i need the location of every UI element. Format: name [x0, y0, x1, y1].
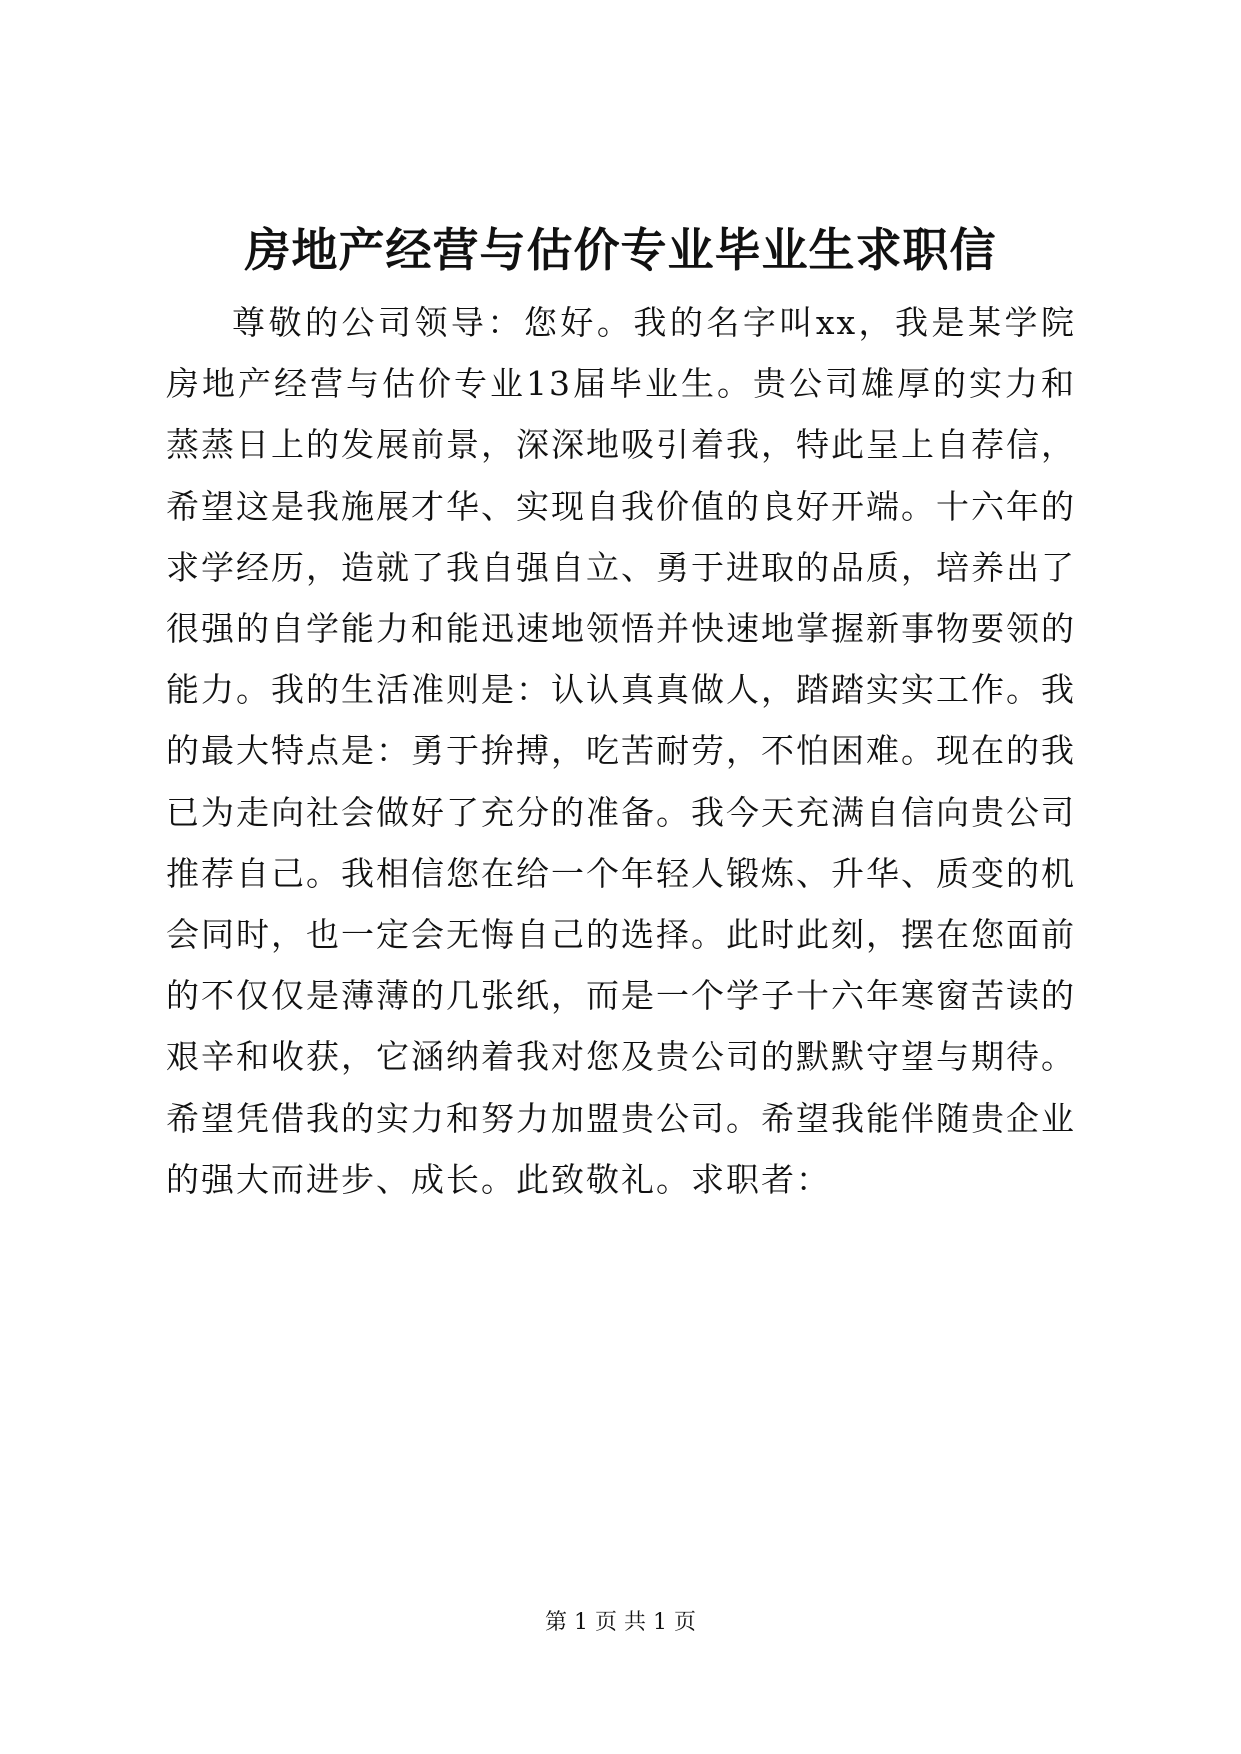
document-title: 房地产经营与估价专业毕业生求职信	[244, 223, 997, 277]
document-body: 尊敬的公司领导：您好。我的名字叫xx，我是某学院房地产经营与估价专业13届毕业生。贵公司雄厚的实力和蒸蒸日上的发展前景，深深地吸引着我，特此呈上自荐信，希望这是我施展才华、实现自我价值的良好开端。十六年的求学经历，造就了我自强自立、勇于进取的品质，培养出了很强的自学能力和能迅速地领悟并快速地掌握新事物要领的能力。我的生活准则是：认认真真做人，踏踏实实工作。我的最大特点是：勇于拚搏，吃苦耐劳，不怕困难。现在的我已为走向社会做好了充分的准备。我今天充满自信向贵公司推荐自己。我相信您在给一个年轻人锻炼、升华、质变的机会同时，也一定会无悔自己的选择。此时此刻，摆在您面前的不仅仅是薄薄的几张纸，而是一个学子十六年寒窗苦读的艰辛和收获，它涵纳着我对您及贵公司的默默守望与期待。希望凭借我的实力和努力加盟贵公司。希望我能伴随贵企业的强大而进步、成长。此致敬礼。求职者：	[166, 303, 1076, 1199]
page-footer: 第 1 页 共 1 页	[545, 1610, 696, 1635]
